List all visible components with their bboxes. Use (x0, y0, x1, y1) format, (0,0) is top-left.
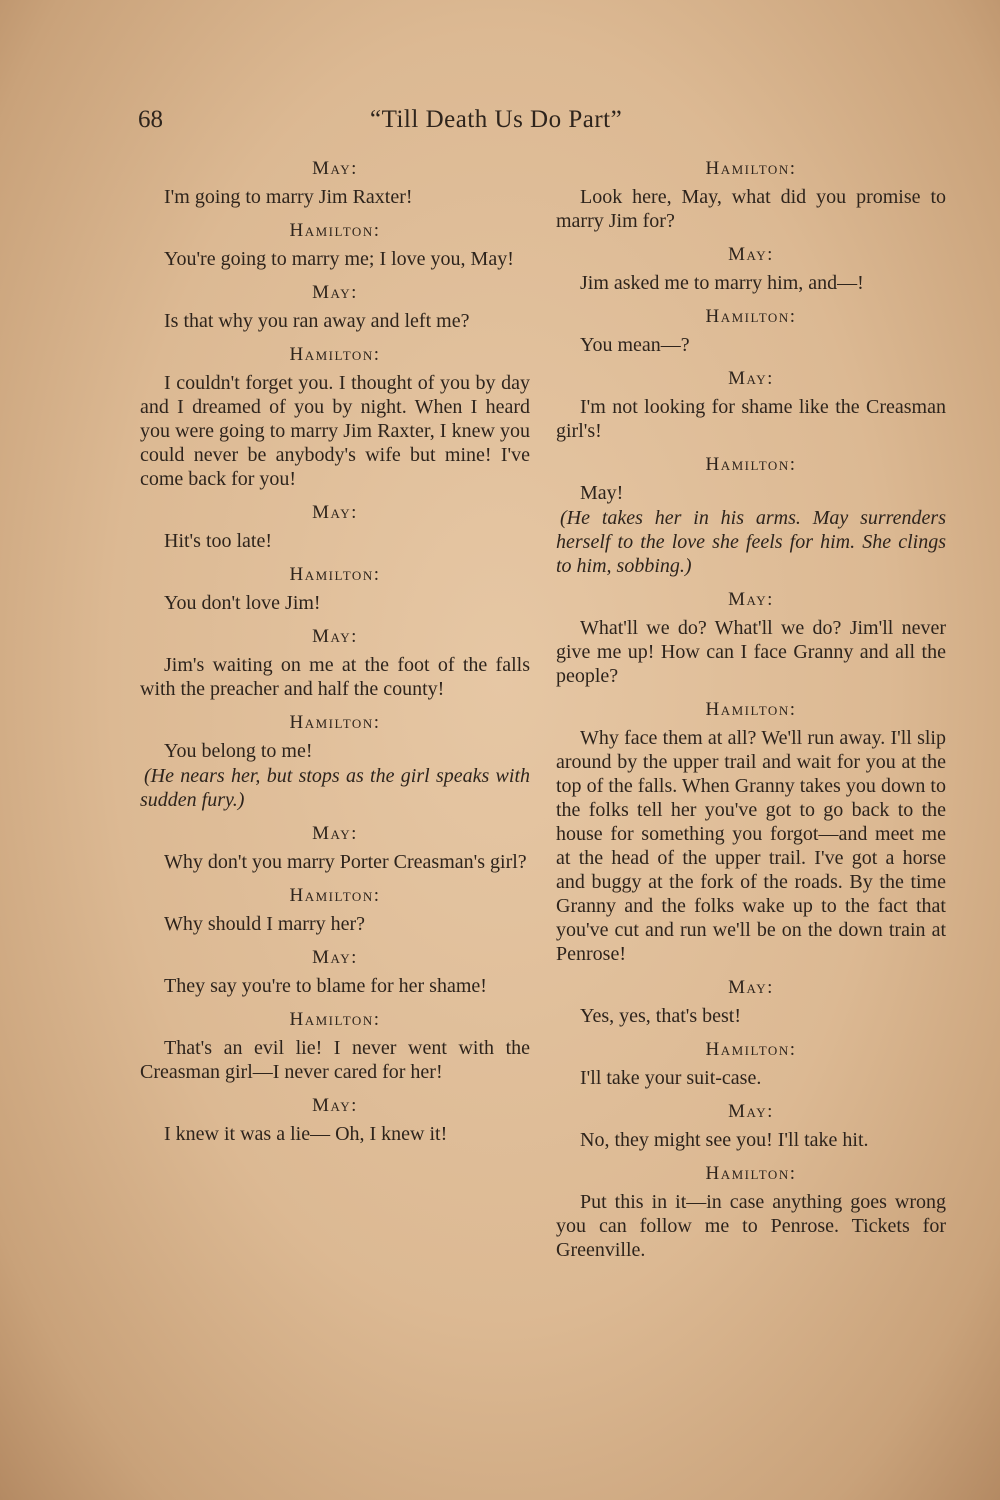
dialogue-block (140, 220, 530, 271)
speaker-name: May: (312, 502, 358, 523)
dialogue-line: You don't love Jim! (164, 592, 321, 614)
dialogue-block (140, 564, 530, 615)
speaker-name: Hamilton: (289, 564, 381, 585)
dialogue-block (556, 589, 946, 688)
speaker-name: May: (312, 947, 358, 968)
dialogue-line: Put this in it—in case anything goes wrong you can follow me to Penrose. Tickets for Greenville. (556, 1191, 946, 1261)
speaker-name: May: (312, 823, 358, 844)
speaker-name: May: (728, 589, 774, 610)
dialogue-line: Yes, yes, that's best! (580, 1005, 742, 1027)
speaker-name: May: (728, 244, 774, 265)
dialogue-block (140, 823, 530, 874)
dialogue-block (140, 282, 530, 333)
speaker-name: Hamilton: (289, 344, 381, 365)
dialogue-block (556, 977, 946, 1028)
dialogue-block (140, 626, 530, 701)
dialogue-line: Why should I marry her? (164, 913, 366, 935)
speaker-name: May: (728, 977, 774, 998)
dialogue-block (556, 1101, 946, 1152)
speaker-name: May: (312, 626, 358, 647)
dialogue-line: Jim asked me to marry him, and—! (580, 272, 864, 294)
right-column (556, 158, 946, 1273)
dialogue-line: Jim's waiting on me at the foot of the falls with the preacher and half the county! (140, 654, 530, 700)
dialogue-block (140, 885, 530, 936)
dialogue-line: I'm not looking for shame like the Creasman girl's! (556, 396, 946, 442)
dialogue-line: You mean—? (580, 334, 690, 356)
dialogue-block (140, 502, 530, 553)
dialogue-line: May! (580, 482, 624, 504)
dialogue-line: I'll take your suit-case. (580, 1067, 762, 1089)
dialogue-line: I knew it was a lie— Oh, I knew it! (164, 1123, 448, 1145)
dialogue-block (556, 158, 946, 233)
dialogue-line: Why don't you marry Porter Creasman's girl? (164, 851, 527, 873)
speaker-name: Hamilton: (705, 158, 797, 179)
speaker-name: Hamilton: (705, 699, 797, 720)
speaker-name: Hamilton: (705, 454, 797, 475)
speaker-name: Hamilton: (289, 885, 381, 906)
dialogue-block (556, 1163, 946, 1262)
stage-direction: (He takes her in his arms. May surrenders herself to the love she feels for him. She clings to him, sobbing.) (556, 507, 946, 577)
dialogue-line: You're going to marry me; I love you, May! (164, 248, 514, 270)
speaker-name: May: (312, 282, 358, 303)
dialogue-block (140, 1009, 530, 1084)
dialogue-block (556, 1039, 946, 1090)
dialogue-line: That's an evil lie! I never went with the Creasman girl—I never cared for her! (140, 1037, 530, 1083)
dialogue-block (140, 158, 530, 209)
speaker-name: May: (312, 1095, 358, 1116)
speaker-name: Hamilton: (705, 1163, 797, 1184)
stage-direction: (He nears her, but stops as the girl speaks with sudden fury.) (140, 765, 530, 811)
dialogue-line: You belong to me! (164, 740, 313, 762)
speaker-name: Hamilton: (289, 1009, 381, 1030)
dialogue-block (556, 454, 946, 578)
speaker-name: Hamilton: (705, 1039, 797, 1060)
dialogue-block (140, 947, 530, 998)
left-column (140, 158, 530, 1157)
speaker-name: May: (728, 1101, 774, 1122)
speaker-name: Hamilton: (289, 712, 381, 733)
dialogue-line: I couldn't forget you. I thought of you by day and I dreamed of you by night. When I heard you were going to marry Jim Raxter, I knew you could never be anybody's wife but mine! I've come back for you! (140, 372, 530, 490)
dialogue-block (556, 244, 946, 295)
dialogue-block (556, 368, 946, 443)
dialogue-line: Look here, May, what did you promise to marry Jim for? (556, 186, 946, 232)
dialogue-block (556, 306, 946, 357)
page-header (138, 106, 948, 142)
dialogue-line: Hit's too late! (164, 530, 273, 552)
running-title: “Till Death Us Do Part” (370, 106, 623, 133)
dialogue-line: No, they might see you! I'll take hit. (580, 1129, 869, 1151)
speaker-name: May: (312, 158, 358, 179)
dialogue-line: I'm going to marry Jim Raxter! (164, 186, 413, 208)
speaker-name: May: (728, 368, 774, 389)
page-number: 68 (138, 106, 163, 133)
speaker-name: Hamilton: (289, 220, 381, 241)
dialogue-line: Is that why you ran away and left me? (164, 310, 470, 332)
dialogue-line: They say you're to blame for her shame! (164, 975, 487, 997)
dialogue-block (140, 712, 530, 812)
dialogue-block (140, 1095, 530, 1146)
speaker-name: Hamilton: (705, 306, 797, 327)
dialogue-line: What'll we do? What'll we do? Jim'll never give me up! How can I face Granny and all the people? (556, 617, 946, 687)
dialogue-block (140, 344, 530, 491)
dialogue-block (556, 699, 946, 966)
dialogue-line: Why face them at all? We'll run away. I'll slip around by the upper trail and wait for you at the top of the falls. When Granny takes you down to the folks tell her you've got to go back to the house for something you forgot—and meet me at the head of the upper trail. I've got a horse and buggy at the fork of the roads. By the time Granny and the folks wake up to the fact that you've cut and run we'll be on the down train at Penrose! (556, 727, 946, 965)
